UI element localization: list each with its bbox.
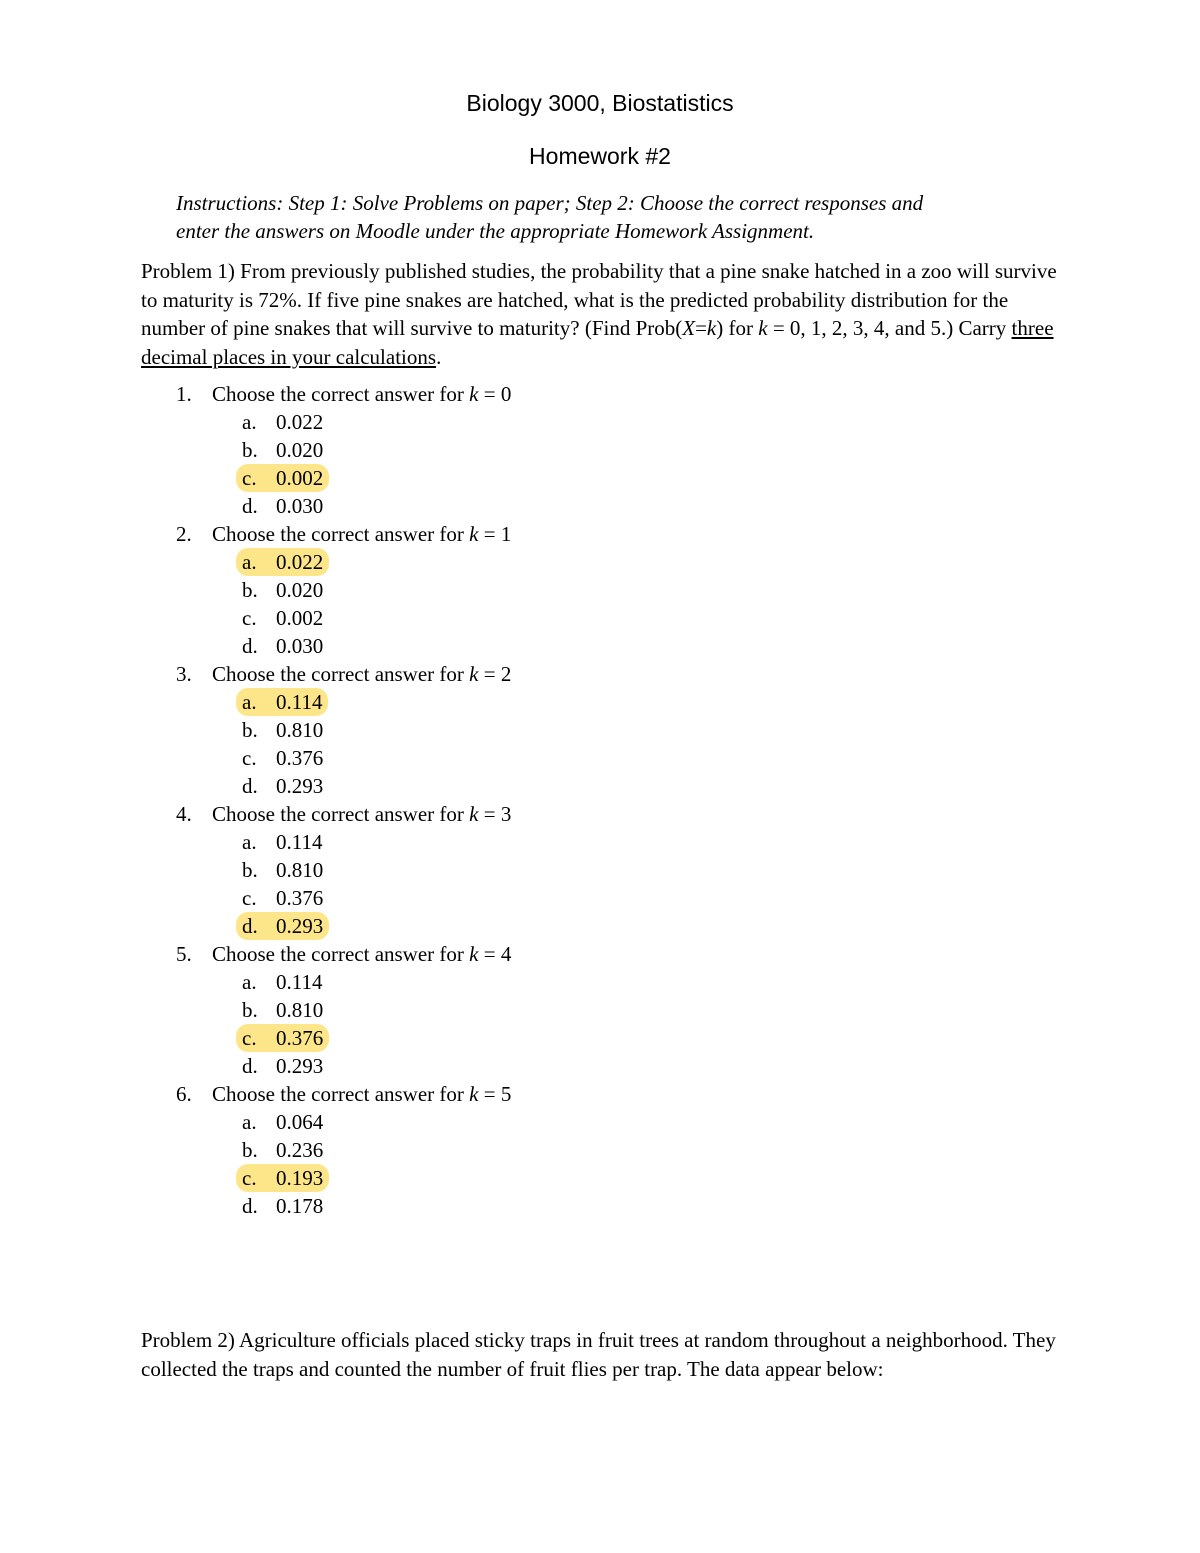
question-prompt bbox=[212, 520, 511, 548]
answer-option[interactable] bbox=[0, 1136, 1200, 1164]
option-letter: c. bbox=[242, 606, 257, 630]
question-prompt-text: Choose the correct answer for bbox=[212, 1082, 470, 1106]
answer-choice[interactable] bbox=[236, 828, 328, 856]
answer-option[interactable] bbox=[0, 548, 1200, 576]
question-prompt bbox=[212, 660, 511, 688]
answer-option[interactable] bbox=[0, 968, 1200, 996]
question-number: 6. bbox=[176, 1082, 192, 1106]
answer-option[interactable] bbox=[0, 688, 1200, 716]
question-6 bbox=[0, 1080, 1200, 1108]
option-letter: b. bbox=[242, 578, 258, 602]
highlighted-answer[interactable] bbox=[236, 912, 329, 940]
question-prompt-text: Choose the correct answer for bbox=[212, 382, 470, 406]
answer-option[interactable] bbox=[0, 1024, 1200, 1052]
option-letter: c. bbox=[242, 746, 257, 770]
question-prompt-text: Choose the correct answer for bbox=[212, 942, 470, 966]
question-prompt-text: Choose the correct answer for bbox=[212, 802, 470, 826]
question-number: 2. bbox=[176, 522, 192, 546]
option-letter: b. bbox=[242, 1138, 258, 1162]
answer-option[interactable] bbox=[0, 576, 1200, 604]
question-variable: k bbox=[469, 1082, 479, 1106]
option-letter: d. bbox=[242, 494, 258, 518]
answer-option[interactable] bbox=[0, 744, 1200, 772]
question-prompt bbox=[212, 800, 511, 828]
option-value: 0.114 bbox=[276, 690, 323, 714]
answer-option[interactable] bbox=[0, 1164, 1200, 1192]
highlighted-answer[interactable] bbox=[236, 688, 328, 716]
answer-option[interactable] bbox=[0, 604, 1200, 632]
problem-2-text: Problem 2) Agriculture officials placed sticky traps in fruit trees at random throughout a neighborhood. They collected the traps and counted the number of fruit flies per trap. The data appear below: bbox=[141, 1328, 1056, 1381]
question-value: = 1 bbox=[478, 522, 512, 546]
option-value: 0.810 bbox=[276, 718, 324, 742]
answer-option[interactable] bbox=[0, 1108, 1200, 1136]
option-letter: a. bbox=[242, 550, 257, 574]
question-value: = 4 bbox=[478, 942, 512, 966]
option-value: 0.022 bbox=[276, 550, 324, 574]
option-letter: a. bbox=[242, 970, 257, 994]
highlighted-answer[interactable] bbox=[236, 464, 329, 492]
question-number: 3. bbox=[176, 662, 192, 686]
answer-option[interactable] bbox=[0, 464, 1200, 492]
answer-choice[interactable] bbox=[236, 632, 329, 660]
question-3 bbox=[0, 660, 1200, 688]
problem-1-end: . bbox=[436, 344, 442, 369]
answer-choice[interactable] bbox=[236, 968, 328, 996]
answer-option[interactable] bbox=[0, 1192, 1200, 1220]
question-variable: k bbox=[469, 382, 479, 406]
highlighted-answer[interactable] bbox=[236, 1164, 329, 1192]
option-letter: b. bbox=[242, 718, 258, 742]
answer-option[interactable] bbox=[0, 884, 1200, 912]
option-letter: b. bbox=[242, 858, 258, 882]
answer-option[interactable] bbox=[0, 436, 1200, 464]
instructions-line-1: Instructions: Step 1: Solve Problems on paper; Step 2: Choose the correct responses and bbox=[176, 191, 924, 215]
answer-choice[interactable] bbox=[236, 408, 329, 436]
answer-choice[interactable] bbox=[236, 604, 329, 632]
option-value: 0.193 bbox=[276, 1166, 324, 1190]
question-4 bbox=[0, 800, 1200, 828]
option-value: 0.030 bbox=[276, 634, 324, 658]
answer-option[interactable] bbox=[0, 1052, 1200, 1080]
question-prompt bbox=[212, 380, 511, 408]
question-prompt bbox=[212, 1080, 511, 1108]
question-value: = 3 bbox=[478, 802, 512, 826]
option-value: 0.020 bbox=[276, 578, 324, 602]
option-value: 0.020 bbox=[276, 438, 324, 462]
problem-1-underlined: three decimal places in your calculations bbox=[141, 316, 1054, 369]
option-letter: a. bbox=[242, 690, 257, 714]
answer-option[interactable] bbox=[0, 716, 1200, 744]
option-value: 0.810 bbox=[276, 998, 324, 1022]
answer-choice[interactable] bbox=[236, 856, 329, 884]
problem-1-var-x: X bbox=[682, 316, 696, 340]
highlighted-answer[interactable] bbox=[236, 548, 329, 576]
option-letter: c. bbox=[242, 886, 257, 910]
question-number: 4. bbox=[176, 802, 192, 826]
option-value: 0.030 bbox=[276, 494, 324, 518]
option-letter: c. bbox=[242, 466, 257, 490]
option-letter: d. bbox=[242, 774, 258, 798]
question-variable: k bbox=[469, 942, 479, 966]
option-value: 0.376 bbox=[276, 746, 324, 770]
option-value: 0.178 bbox=[276, 1194, 324, 1218]
problem-1-part-c: = 0, 1, 2, 3, 4, and 5.) Carry bbox=[767, 316, 1012, 340]
course-title: Biology 3000, Biostatistics bbox=[466, 90, 734, 116]
option-value: 0.114 bbox=[276, 830, 323, 854]
option-letter: b. bbox=[242, 438, 258, 462]
highlighted-answer[interactable] bbox=[236, 1024, 329, 1052]
question-variable: k bbox=[469, 522, 479, 546]
answer-choice[interactable] bbox=[236, 436, 329, 464]
option-value: 0.293 bbox=[276, 1054, 324, 1078]
question-variable: k bbox=[469, 662, 479, 686]
answer-choice[interactable] bbox=[236, 1136, 329, 1164]
instructions-line-2: enter the answers on Moodle under the appropriate Homework Assignment. bbox=[176, 219, 815, 243]
answer-choice[interactable] bbox=[236, 744, 329, 772]
question-prompt-text: Choose the correct answer for bbox=[212, 662, 470, 686]
option-value: 0.376 bbox=[276, 1026, 324, 1050]
option-letter: d. bbox=[242, 634, 258, 658]
answer-choice[interactable] bbox=[236, 996, 329, 1024]
problem-1-text bbox=[141, 257, 1061, 371]
assignment-title: Homework #2 bbox=[529, 143, 671, 169]
problem-1-var-k2: k bbox=[758, 316, 768, 340]
option-value: 0.002 bbox=[276, 606, 324, 630]
question-value: = 0 bbox=[478, 382, 512, 406]
problem-1-eq: = bbox=[695, 316, 707, 340]
answer-option[interactable] bbox=[0, 828, 1200, 856]
option-letter: a. bbox=[242, 410, 257, 434]
question-value: = 2 bbox=[478, 662, 512, 686]
option-letter: a. bbox=[242, 830, 257, 854]
option-value: 0.293 bbox=[276, 914, 324, 938]
answer-choice[interactable] bbox=[236, 492, 329, 520]
answer-option[interactable] bbox=[0, 912, 1200, 940]
answer-choice[interactable] bbox=[236, 772, 329, 800]
instructions bbox=[176, 189, 1056, 245]
option-value: 0.810 bbox=[276, 858, 324, 882]
question-list bbox=[0, 380, 1200, 1220]
option-letter: d. bbox=[242, 914, 258, 938]
question-2 bbox=[0, 520, 1200, 548]
option-letter: c. bbox=[242, 1166, 257, 1190]
question-value: = 5 bbox=[478, 1082, 512, 1106]
answer-choice[interactable] bbox=[236, 1108, 329, 1136]
answer-choice[interactable] bbox=[236, 716, 329, 744]
option-value: 0.293 bbox=[276, 774, 324, 798]
option-value: 0.376 bbox=[276, 886, 324, 910]
question-number: 1. bbox=[176, 382, 192, 406]
question-number: 5. bbox=[176, 942, 192, 966]
option-letter: c. bbox=[242, 1026, 257, 1050]
answer-choice[interactable] bbox=[236, 884, 329, 912]
question-5 bbox=[0, 940, 1200, 968]
option-letter: a. bbox=[242, 1110, 257, 1134]
question-1 bbox=[0, 380, 1200, 408]
option-value: 0.002 bbox=[276, 466, 324, 490]
answer-option[interactable] bbox=[0, 492, 1200, 520]
option-value: 0.236 bbox=[276, 1138, 324, 1162]
option-letter: d. bbox=[242, 1194, 258, 1218]
answer-choice[interactable] bbox=[236, 576, 329, 604]
option-value: 0.064 bbox=[276, 1110, 324, 1134]
answer-option[interactable] bbox=[0, 996, 1200, 1024]
option-letter: b. bbox=[242, 998, 258, 1022]
answer-option[interactable] bbox=[0, 632, 1200, 660]
question-prompt-text: Choose the correct answer for bbox=[212, 522, 470, 546]
answer-option[interactable] bbox=[0, 408, 1200, 436]
answer-option[interactable] bbox=[0, 856, 1200, 884]
answer-choice[interactable] bbox=[236, 1052, 329, 1080]
answer-choice[interactable] bbox=[236, 1192, 329, 1220]
problem-1-var-k: k bbox=[706, 316, 717, 340]
question-prompt bbox=[212, 940, 511, 968]
problem-1-part-a: Problem 1) From previously published studies, the probability that a pine snake hatched in a zoo will survive to maturity is 72%. If five pine snakes are hatched, what is the predicted probability distribution for the number of pine snakes that will survive to maturity? (Find Prob( bbox=[141, 259, 1057, 340]
option-value: 0.114 bbox=[276, 970, 323, 994]
question-variable: k bbox=[469, 802, 479, 826]
answer-option[interactable] bbox=[0, 772, 1200, 800]
option-value: 0.022 bbox=[276, 410, 324, 434]
problem-1-part-b: ) for bbox=[716, 316, 759, 340]
option-letter: d. bbox=[242, 1054, 258, 1078]
